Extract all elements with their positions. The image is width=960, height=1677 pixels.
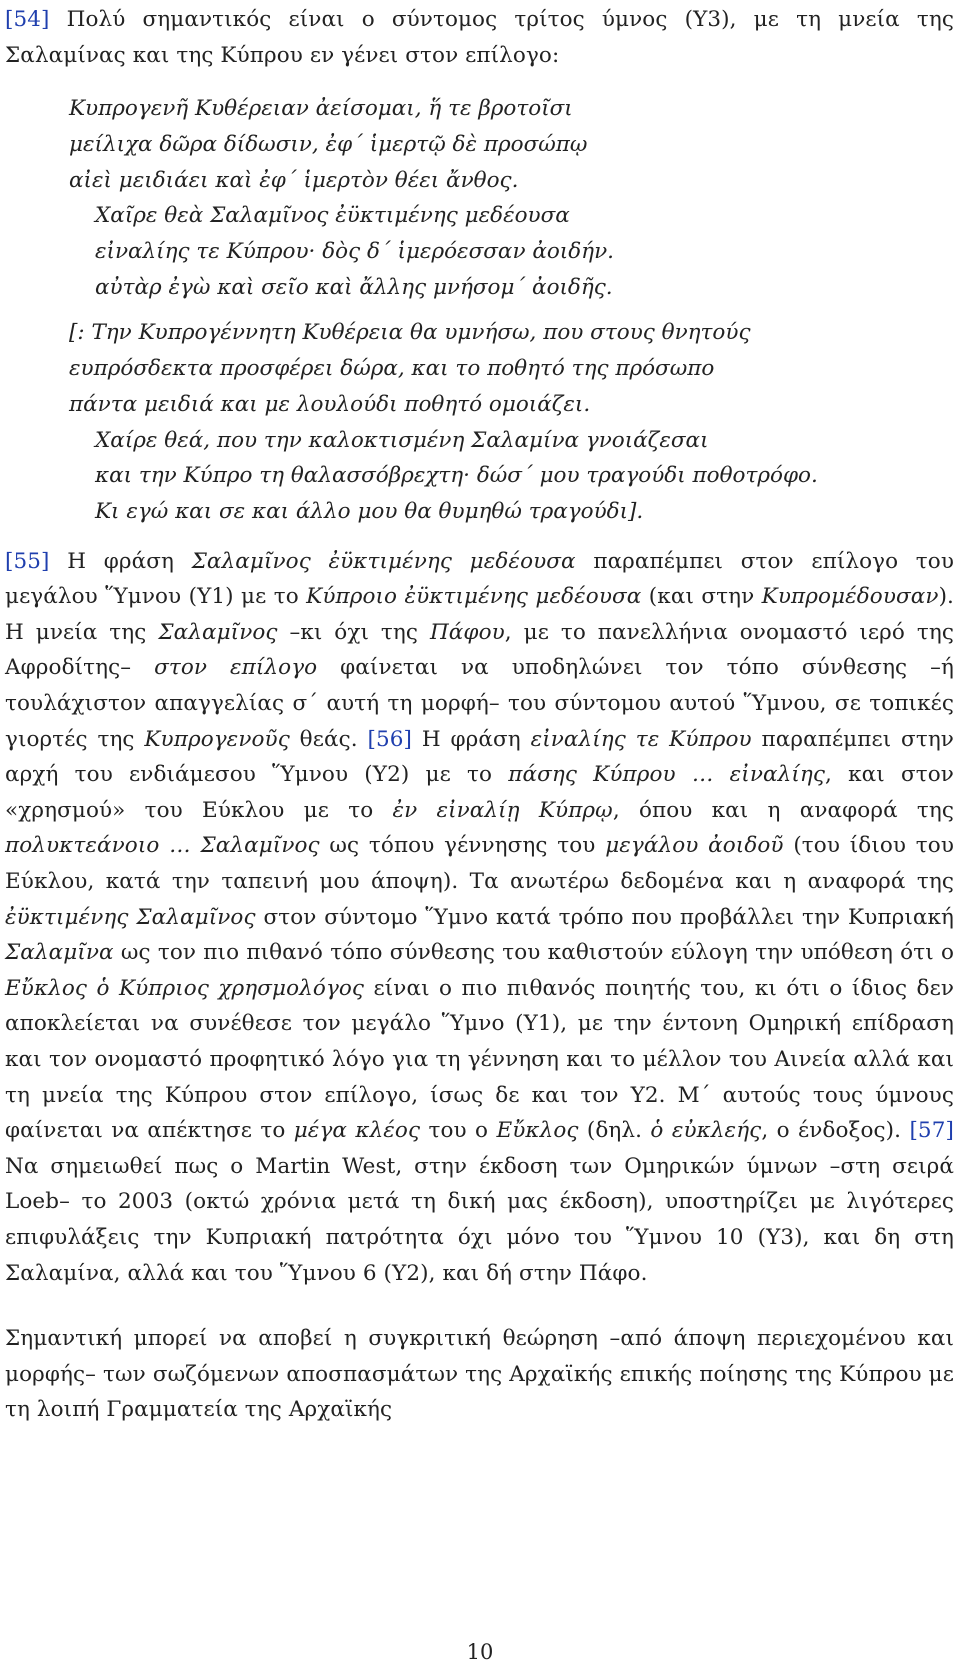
paragraph-comparative: Σημαντική μπορεί να αποβεί η συγκριτική θεώρηση –από άποψη περιεχομένου και μορφής– των σωζόμενων αποσπασμάτων της Αρχαϊκής επικής ποίησης της Κύπρου με τη λοιπή Γραμματεία της Αρχαϊκής bbox=[5, 1326, 954, 1423]
italic-phrase: Εὔκλος ὁ Κύπριος χρησμολόγος bbox=[5, 975, 365, 1001]
italic-phrase: Εὔκλος bbox=[496, 1118, 579, 1144]
italic-phrase: Σαλαμῖνος ἐϋκτιμένης μεδέουσα bbox=[191, 548, 576, 574]
text-run: ). Η μνεία της bbox=[5, 584, 954, 645]
text-run: , ο ένδοξος). bbox=[761, 1118, 910, 1144]
reference-marker-57[interactable]: [57] bbox=[909, 1118, 954, 1144]
hymn-line-6: αὐτὰρ ἐγὼ καὶ σεῖο καὶ ἄλλης μνήσομ΄ ἀοιδῆς. bbox=[95, 274, 613, 300]
italic-phrase: Κύπροιο ἐϋκτιμένης μεδέουσα bbox=[306, 584, 642, 610]
italic-phrase: Κυπρομέδουσαν bbox=[761, 584, 939, 610]
italic-phrase: Σαλαμῖνα bbox=[5, 940, 114, 966]
italic-phrase: μέγα κλέος bbox=[293, 1118, 421, 1144]
hymn-line-1: Κυπρογενῆ Κυθέρειαν ἀείσομαι, ἥ τε βροτοῖσι bbox=[69, 96, 573, 122]
text-run: , όπου και η αναφορά της bbox=[612, 797, 955, 823]
text-run: , με το πανελλήνια ονομαστό ιερό της Αφροδίτης– bbox=[5, 619, 954, 681]
page-number: 10 bbox=[466, 1640, 494, 1664]
text-run: ως τόπου γέννησης του bbox=[319, 833, 606, 859]
italic-phrase: ὁ εὐκλεής bbox=[650, 1118, 762, 1144]
text-run: (και στην bbox=[641, 584, 762, 610]
translation-line-1: [: Την Κυπρογέννητη Κυθέρεια θα υμνήσω, που στους θνητούς bbox=[69, 320, 751, 346]
text-run: (του ίδιου του Εύκλου, κατά την ταπεινή μου άποψη). Τα ανωτέρω δεδομένα και η αναφορά της bbox=[5, 833, 954, 894]
translation-line-4: Χαίρε θεά, που την καλοκτισμένη Σαλαμίνα γνοιάζεσαι bbox=[95, 427, 709, 453]
hymn-translation bbox=[69, 315, 954, 529]
text-run: στον σύντομο Ὕμνο κατά τρόπο που προβάλλει την Κυπριακή bbox=[255, 904, 954, 930]
paragraph-55-57 bbox=[5, 544, 954, 1291]
text-run: Η φράση bbox=[412, 726, 531, 752]
paragraph-54 bbox=[5, 2, 954, 73]
hymn-quotation bbox=[69, 91, 954, 305]
text-run: παραπέμπει στον επίλογο του μεγάλου Ὕμνου (Υ1) με το bbox=[5, 548, 954, 610]
italic-phrase: Κυπρογενοῦς bbox=[144, 726, 290, 752]
text-run: , και στον «χρησμού» του Εύκλου με το bbox=[5, 762, 954, 823]
italic-phrase: πολυκτεάνοιο … Σαλαμῖνος bbox=[5, 833, 320, 859]
italic-phrase: στον επίλογο bbox=[154, 655, 318, 681]
text-run: είναι ο πιο πιθανός ποιητής του, κι ότι ο ίδιος δεν αποκλείεται να συνέθεσε τον μεγάλο Ὕμνο (Υ1), με την έντονη Ομηρική επίδραση και τον ονομαστό προφητικό λόγο για τη γέννηση και το μέλλον του Αινεία αλλά και τη μνεία της Κύπρου στον επίλογο, ίσως δε και τον Υ2. Μ΄ αυτούς τους ύμνους φαίνεται να απέκτησε το bbox=[5, 975, 954, 1144]
text-run: Να σημειωθεί πως ο Martin West, στην έκδοση των Ομηρικών ύμνων –στη σειρά Loeb– το 2003 (οκτώ χρόνια μετά τη δική μας έκδοση), υποστηρίζει με λιγότερες επιφυλάξεις την Κυπριακή πατρότητα όχι μόνο του Ὕμνου 10 (Υ3), και δη στη Σαλαμίνα, αλλά και του Ὕμνου 6 (Υ2), και δή στην Πάφο. bbox=[5, 1153, 954, 1286]
italic-phrase: ἐν εἰναλίῃ Κύπρῳ bbox=[392, 797, 613, 823]
reference-marker-54[interactable]: [54] bbox=[5, 7, 50, 32]
translation-line-5: και την Κύπρο τη θαλασσόβρεχτη· δώσ΄ μου τραγούδι ποθοτρόφο. bbox=[95, 463, 818, 489]
hymn-line-4: Χαῖρε θεὰ Σαλαμῖνος ἐϋκτιμένης μεδέουσα bbox=[95, 203, 570, 229]
text-run: του ο bbox=[420, 1118, 497, 1144]
paragraph-54-text: Πολύ σημαντικός είναι ο σύντομος τρίτος ύμνος (Υ3), με τη μνεία της Σαλαμίνας και της Κύπρου εν γένει στον επίλογο: bbox=[5, 7, 954, 68]
text-run: φαίνεται να υποδηλώνει τον τόπο σύνθεσης –ή τουλάχιστον απαγγελίας σ΄ αυτή τη μορφή– του σύντομου αυτού Ὕμνου, σε τοπικές γιορτές της bbox=[5, 655, 954, 752]
hymn-line-2: μείλιχα δῶρα δίδωσιν, ἐφ΄ ἱμερτῷ δὲ προσώπῳ bbox=[69, 131, 588, 157]
text-run: παραπέμπει στην αρχή του ενδιάμεσου Ὕμνου (Υ2) με το bbox=[5, 726, 954, 788]
reference-marker-56[interactable]: [56] bbox=[367, 726, 413, 752]
italic-phrase: ἐϋκτιμένης Σαλαμῖνος bbox=[5, 904, 256, 930]
text-run: –κι όχι της bbox=[277, 619, 430, 645]
italic-phrase: πάσης Κύπρου … εἰναλίης bbox=[508, 762, 825, 788]
italic-phrase: εἰναλίης τε Κύπρου bbox=[530, 726, 752, 752]
hymn-line-3: αἰεὶ μειδιάει καὶ ἐφ΄ ἱμερτὸν θέει ἄνθος. bbox=[69, 167, 519, 193]
text-run: Η φράση bbox=[49, 548, 192, 574]
translation-line-6: Κι εγώ και σε και άλλο μου θα θυμηθώ τραγούδι]. bbox=[95, 498, 644, 524]
text-run: ως τον πιο πιθανό τόπο σύνθεσης του καθιστούν εύλογη την υπόθεση ότι ο bbox=[113, 940, 954, 966]
reference-marker-55[interactable]: [55] bbox=[5, 548, 50, 574]
translation-line-2: ευπρόσδεκτα προσφέρει δώρα, και το ποθητό της πρόσωπο bbox=[69, 356, 715, 382]
italic-phrase: Πάφου bbox=[429, 619, 505, 645]
translation-line-3: πάντα μειδιά και με λουλούδι ποθητό ομοιάζει. bbox=[69, 391, 591, 417]
italic-phrase: Σαλαμῖνος bbox=[158, 619, 278, 645]
text-run: (δηλ. bbox=[578, 1118, 651, 1144]
hymn-line-5: εἰναλίης τε Κύπρου· δὸς δ΄ ἱμερόεσσαν ἀοιδήν. bbox=[95, 239, 614, 264]
text-run: θεάς. bbox=[289, 726, 368, 752]
italic-phrase: μεγάλου ἀοιδοῦ bbox=[605, 833, 784, 859]
